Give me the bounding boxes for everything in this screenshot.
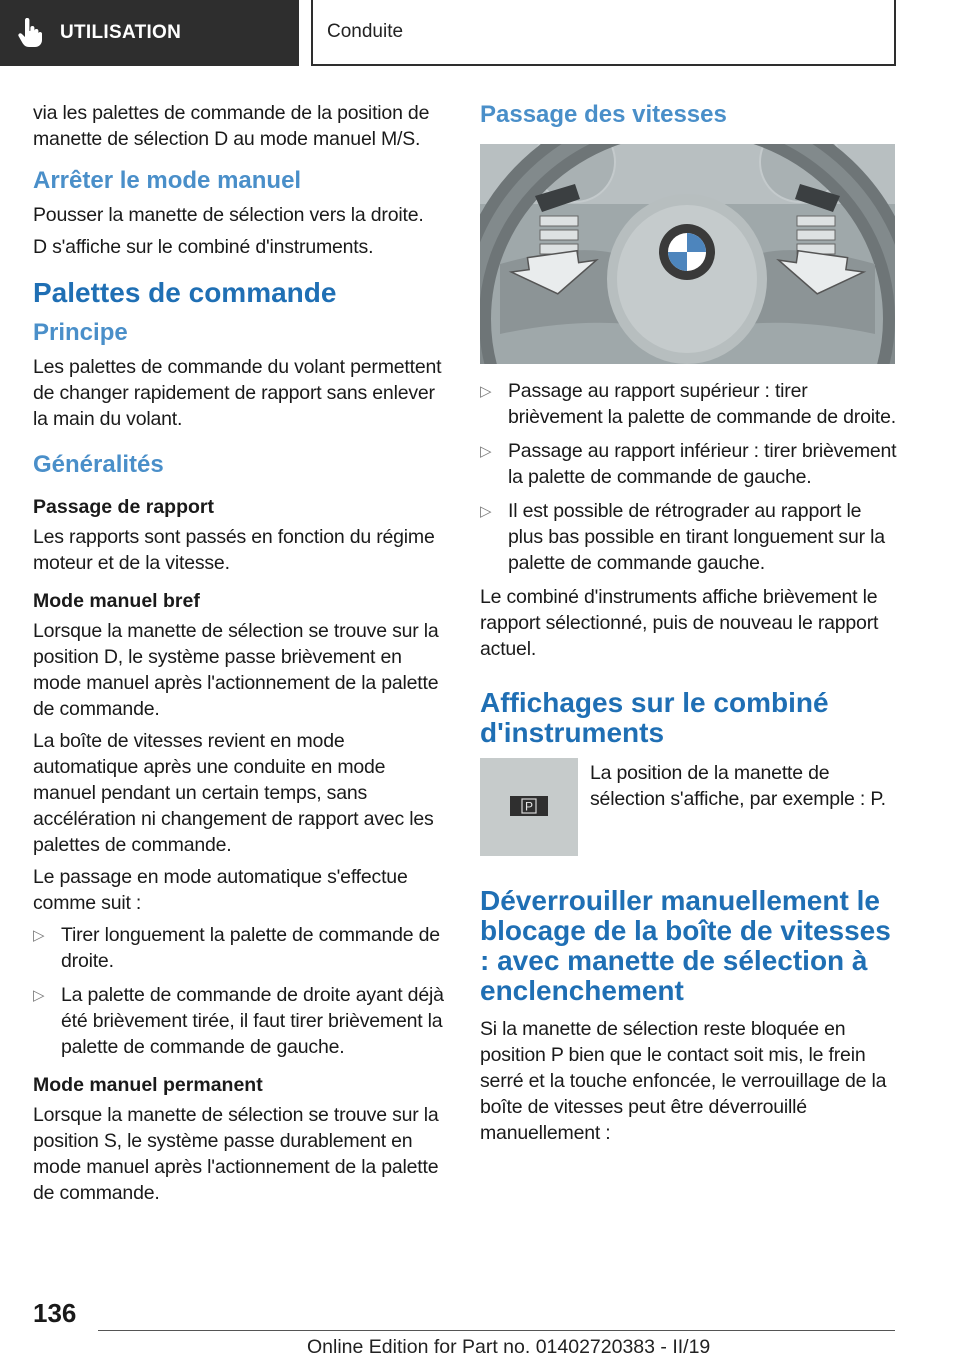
display-paragraph: La position de la manette de sélection s'affiche, par exemple : P. xyxy=(590,762,886,810)
chapter-title: Conduite xyxy=(327,21,404,42)
unlock-paragraph: Si la manette de sélection reste bloquée en position P bien que le contact soit mis, le frein serré et la touche enfoncée, le verrouillage de la boîte de vitesses peut être déverrouillé manuellement : xyxy=(480,1018,887,1144)
page-number: 136 xyxy=(33,1298,77,1328)
permanent-manual-subheading: Mode manuel permanent xyxy=(33,1074,263,1096)
intro-paragraph: via les palettes de commande de la position de manette de sélection D au mode manuel M/S. xyxy=(33,102,430,150)
chapter-box xyxy=(311,0,896,66)
display-heading: Affichages sur le combiné d'instruments xyxy=(480,687,829,748)
principle-heading: Principe xyxy=(33,319,128,346)
stop-manual-heading: Arrêter le mode manuel xyxy=(33,167,302,194)
list-item: ▷ Il est possible de rétrograder au rapport le plus bas possible en tirant longuement sur la palette de commande gauche. xyxy=(480,500,885,574)
hand-pointer-icon xyxy=(0,0,60,66)
general-heading: Généralités xyxy=(33,451,164,478)
section-title: UTILISATION xyxy=(60,22,182,43)
auto-return-list xyxy=(33,922,449,1060)
stop-paragraph-1: Pousser la manette de sélection vers la droite. xyxy=(33,204,424,226)
gear-display-paragraph: Le combiné d'instruments affiche brièvement le rapport sélectionné, puis de nouveau le rapport actuel. xyxy=(480,586,879,660)
list-item: ▷ Tirer longuement la palette de commande de droite. xyxy=(33,924,440,972)
triangle-bullet-icon: ▷ xyxy=(33,987,45,1004)
triangle-bullet-icon: ▷ xyxy=(33,927,45,944)
shift-subheading: Passage de rapport xyxy=(33,496,214,518)
display-example xyxy=(480,758,898,856)
triangle-bullet-icon: ▷ xyxy=(480,383,492,400)
footer-divider xyxy=(98,1330,895,1331)
gear-p-symbol: P xyxy=(524,799,534,814)
unlock-heading: Déverrouiller manuellement le blocage de la boîte de vitesses : avec manette de sélection à enclenchement xyxy=(480,885,891,1006)
gear-shift-list xyxy=(480,378,898,576)
paddles-heading: Palettes de commande xyxy=(33,277,337,308)
left-column xyxy=(33,100,449,1212)
short-manual-paragraph-2: La boîte de vitesses revient en mode automatique après une conduite en mode manuel pendant un certain temps, sans accélération ni changement de rapport avec les palettes de commande. xyxy=(33,730,434,856)
list-item: ▷ Passage au rapport supérieur : tirer brièvement la palette de commande de droite. xyxy=(480,380,896,428)
triangle-bullet-icon: ▷ xyxy=(480,443,492,460)
triangle-bullet-icon: ▷ xyxy=(480,503,492,520)
section-tab xyxy=(0,0,299,66)
short-manual-subheading: Mode manuel bref xyxy=(33,590,200,612)
short-manual-paragraph-1: Lorsque la manette de sélection se trouve sur la position D, le système passe brièvement en mode manuel après l'actionnement de la palette de commande. xyxy=(33,620,439,720)
permanent-manual-paragraph: Lorsque la manette de sélection se trouve sur la position S, le système passe durablement en mode manuel après l'actionnement de la palette de commande. xyxy=(33,1104,439,1204)
edition-note: Online Edition for Part no. 01402720383 - II/19 xyxy=(307,1336,711,1358)
principle-paragraph: Les palettes de commande du volant permettent de changer rapidement de rapport sans enlever la main du volant. xyxy=(33,356,442,430)
gear-indicator-image xyxy=(480,758,578,856)
stop-paragraph-2: D s'affiche sur le combiné d'instruments. xyxy=(33,236,374,258)
right-column xyxy=(480,100,898,1152)
list-item: ▷ Passage au rapport inférieur : tirer brièvement la palette de commande de gauche. xyxy=(480,440,897,488)
gear-shift-heading: Passage des vitesses xyxy=(480,101,727,128)
list-item: ▷ La palette de commande de droite ayant déjà été brièvement tirée, il faut tirer brièvement la palette de commande de gauche. xyxy=(33,984,444,1058)
short-manual-paragraph-3: Le passage en mode automatique s'effectue comme suit : xyxy=(33,866,408,914)
steering-wheel-illustration xyxy=(480,144,895,364)
shift-paragraph: Les rapports sont passés en fonction du régime moteur et de la vitesse. xyxy=(33,526,435,574)
